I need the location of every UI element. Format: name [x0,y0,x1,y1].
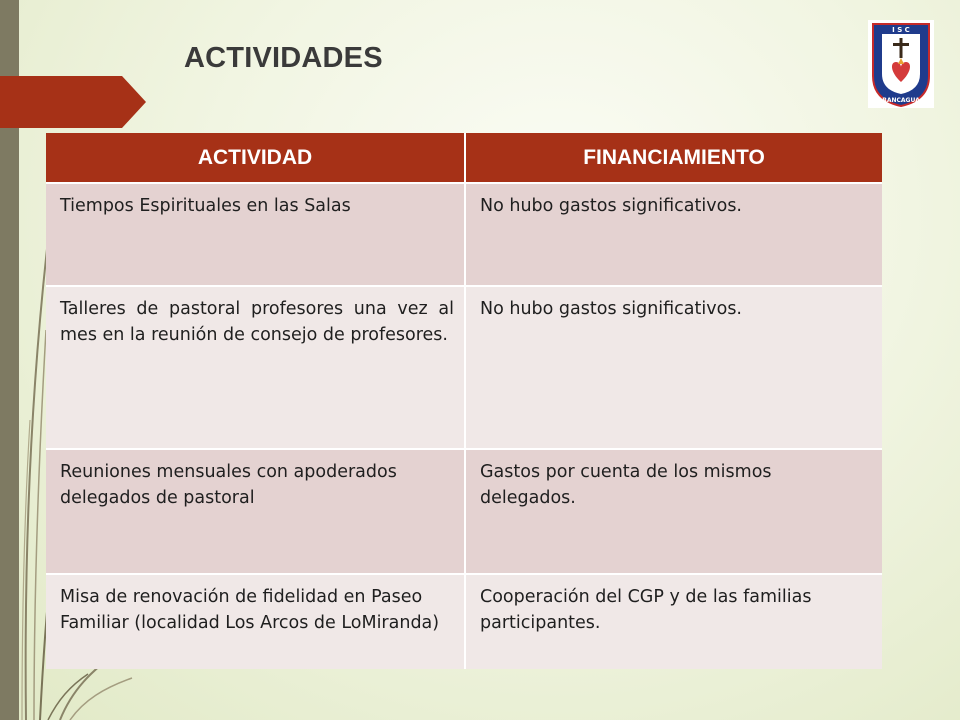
cell-actividad: Tiempos Espirituales en las Salas [46,183,465,286]
header-financiamiento: FINANCIAMIENTO [465,133,882,183]
activities-table [46,133,882,669]
table-row [46,574,882,669]
title-ribbon [0,76,146,128]
header-actividad: ACTIVIDAD [46,133,465,183]
slide-title: ACTIVIDADES [184,42,383,74]
svg-text:I S C: I S C [892,26,910,34]
cell-actividad: Talleres de pastoral profesores una vez al mes en la reunión de consejo de profesores. [46,286,465,449]
table-row [46,449,882,574]
cell-financiamiento: Gastos por cuenta de los mismos delegados. [465,449,882,574]
cell-financiamiento: No hubo gastos significativos. [465,183,882,286]
table-header-row [46,133,882,183]
cell-actividad: Misa de renovación de fidelidad en Paseo Familiar (localidad Los Arcos de LoMiranda) [46,574,465,669]
table-row [46,286,882,449]
cell-financiamiento: No hubo gastos significativos. [465,286,882,449]
school-crest-icon [868,20,934,108]
cell-financiamiento: Cooperación del CGP y de las familias participantes. [465,574,882,669]
table-row [46,183,882,286]
cell-actividad: Reuniones mensuales con apoderados delegados de pastoral [46,449,465,574]
svg-text:RANCAGUA: RANCAGUA [882,97,920,104]
